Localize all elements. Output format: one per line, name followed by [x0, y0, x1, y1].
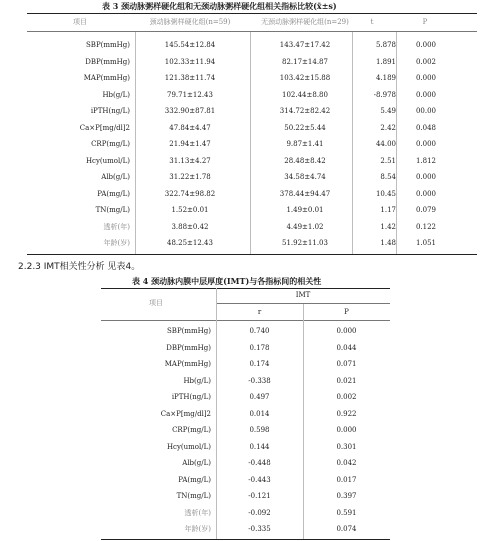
table4-cell-item: Hcy(umol/L) — [166, 442, 211, 451]
table3-cell-t: 4.189 — [375, 74, 396, 82]
table3-cell-t: 2.51 — [380, 156, 396, 165]
table4-col-divider — [303, 304, 304, 539]
table4-cell-item: 透析(年) — [184, 508, 211, 517]
table4-cell-r: -0.443 — [248, 475, 271, 484]
table4-cell-r: -0.448 — [248, 459, 271, 467]
table3-cell-item: 透析(年) — [103, 222, 130, 231]
table4-cell-p: 0.591 — [336, 508, 357, 517]
table3-cell-item: 年龄(岁) — [103, 239, 130, 247]
table3-row — [0, 104, 484, 118]
table4-cell-r: 0.497 — [249, 393, 270, 401]
table4-cell-item: TN(mg/L) — [176, 492, 211, 500]
table3-header-rule — [27, 31, 477, 32]
table3-cell-g1: 332.90±87.81 — [164, 107, 216, 115]
table3-cell-p: 0.000 — [415, 74, 437, 82]
table3-col-divider — [352, 32, 353, 254]
table3-cell-item: PA(mg/L) — [97, 189, 130, 198]
table3-cell-p: 1.812 — [415, 156, 437, 165]
table3-row — [0, 88, 484, 102]
table3-cell-g1: 31.22±1.78 — [169, 173, 211, 181]
table4-cell-p: 0.000 — [336, 327, 357, 335]
table4-row — [0, 522, 484, 536]
table4-row — [0, 357, 484, 371]
table3-cell-g2: 143.47±17.42 — [279, 41, 331, 49]
table4-row — [0, 341, 484, 355]
table3-cell-g1: 121.38±11.74 — [164, 74, 216, 82]
table3-cell-p: 0.000 — [415, 189, 437, 198]
table4-cell-r: -0.121 — [248, 492, 271, 500]
table3-cell-item: DBP(mmHg) — [85, 57, 130, 66]
table3-cell-p: 0.000 — [415, 90, 437, 99]
table4-cell-item: DBP(mmHg) — [166, 343, 211, 352]
table3-cell-g2: 103.42±15.88 — [279, 74, 331, 82]
table4-bottom-rule — [101, 539, 390, 540]
table3-cell-item: CRP(mg/L) — [91, 140, 130, 148]
table3-cell-t: 44.00 — [375, 140, 396, 148]
table3-cell-item: iPTH(ng/L) — [90, 107, 130, 115]
table3-cell-t: 8.54 — [380, 173, 396, 181]
table3-caption: 表 3 颈动脉粥样硬化组和无颈动脉粥样硬化组相关指标比较(x̄±s) — [102, 1, 337, 11]
table3-cell-g2: 34.58±4.74 — [284, 173, 326, 181]
table3-cell-g1: 145.54±12.84 — [164, 41, 216, 49]
table3-col-divider — [135, 32, 136, 254]
table3-cell-p: 0.000 — [415, 173, 437, 181]
table4-cell-p: 0.301 — [336, 442, 357, 451]
table3-header-t: t — [370, 18, 374, 26]
table3-cell-item: Hb(g/L) — [102, 90, 130, 99]
table4-row — [0, 374, 484, 388]
table3-cell-t: 5.49 — [380, 107, 396, 115]
table3-row — [0, 236, 484, 250]
table3-cell-item: MAP(mmHg) — [83, 74, 130, 82]
table3-row — [0, 137, 484, 151]
table3-row — [0, 187, 484, 201]
table3-header-row — [0, 15, 484, 29]
table4-row — [0, 390, 484, 404]
table4-cell-p: 0.044 — [336, 343, 357, 352]
table4-row — [0, 456, 484, 470]
table4-cell-item: SBP(mmHg) — [167, 327, 211, 335]
table3-header-group2: 无颈动脉粥样硬化组(n=29) — [261, 18, 349, 26]
table4-row — [0, 506, 484, 520]
table3-cell-t: 1.891 — [375, 57, 396, 66]
table4-cell-p: 0.071 — [336, 360, 357, 368]
table4-header-r: r — [257, 308, 262, 316]
table3-row — [0, 220, 484, 234]
table4-top-rule — [101, 288, 390, 289]
table4-row — [0, 423, 484, 437]
table3-cell-g1: 3.88±0.42 — [171, 222, 209, 231]
table3-cell-item: Alb(g/L) — [101, 173, 130, 181]
table3-cell-item: SBP(mmHg) — [86, 41, 130, 49]
table3-cell-g2: 1.49±0.01 — [286, 206, 324, 214]
table3-cell-g2: 378.44±94.47 — [279, 189, 331, 198]
table4-cell-p: 0.000 — [336, 426, 357, 434]
table3-row — [0, 170, 484, 184]
table4-cell-p: 0.922 — [336, 409, 357, 418]
table4-cell-p: 0.074 — [336, 525, 357, 533]
table3-row — [0, 71, 484, 85]
table3-cell-g1: 47.84±4.47 — [169, 123, 211, 132]
table3-cell-g2: 102.44±8.80 — [282, 90, 328, 99]
table4-cell-item: iPTH(ng/L) — [171, 393, 211, 401]
table4-row — [0, 324, 484, 338]
table3-row — [0, 203, 484, 217]
table3-cell-t: 1.42 — [380, 222, 396, 231]
table3-cell-g2: 9.87±1.41 — [286, 140, 324, 148]
table4-cell-item: Ca×P[mg/dl]2 — [160, 409, 211, 418]
table3-cell-t: 10.45 — [375, 189, 396, 198]
table4-header-rule — [101, 320, 390, 321]
table3-cell-p: 0.079 — [415, 206, 437, 214]
table3-cell-p: 0.122 — [415, 222, 437, 231]
table3-cell-g1: 322.74±98.82 — [164, 189, 216, 198]
table3-header-group1: 颈动脉粥样硬化组(n=59) — [149, 18, 231, 26]
table3-cell-g2: 28.48±8.42 — [284, 156, 326, 165]
table3-cell-p: 0.000 — [415, 140, 437, 148]
table4-cell-r: 0.014 — [249, 409, 270, 418]
table3-cell-t: 1.48 — [380, 239, 396, 247]
table4-col-divider — [216, 288, 217, 539]
table3-row — [0, 55, 484, 69]
table4-row — [0, 440, 484, 454]
table4-cell-p: 0.002 — [336, 393, 357, 401]
table3-cell-p: 1.051 — [415, 239, 437, 247]
table3-cell-item: Hcy(umol/L) — [85, 156, 130, 165]
table3-header-item: 项目 — [73, 18, 87, 26]
table4-cell-r: -0.338 — [248, 376, 271, 385]
table3-cell-g2: 51.92±11.03 — [282, 239, 328, 247]
table4-cell-r: 0.144 — [249, 442, 270, 451]
table4-header-p: P — [344, 308, 349, 316]
table4-cell-item: Hb(g/L) — [183, 376, 211, 385]
table3-row — [0, 154, 484, 168]
table4-cell-item: Alb(g/L) — [182, 459, 211, 467]
table3-cell-t: -8.978 — [373, 90, 396, 99]
table3-cell-g1: 21.94±1.47 — [169, 140, 211, 148]
table4-row — [0, 489, 484, 503]
table3-cell-p: 00.00 — [415, 107, 437, 115]
table3-top-rule — [27, 13, 477, 14]
table3-cell-g2: 314.72±82.42 — [279, 107, 331, 115]
table4-row — [0, 473, 484, 487]
table4-cell-item: MAP(mmHg) — [164, 360, 211, 368]
table3-cell-item: TN(mg/L) — [95, 206, 130, 214]
table4-header-item: 项目 — [149, 299, 163, 307]
table4-cell-r: 0.740 — [249, 327, 270, 335]
table3-cell-g1: 48.25±12.43 — [167, 239, 213, 247]
table3-cell-g1: 79.71±12.43 — [167, 90, 213, 99]
table3-cell-g1: 1.52±0.01 — [171, 206, 209, 214]
table3-cell-g1: 102.33±11.94 — [164, 57, 216, 66]
table3-cell-g2: 4.49±1.02 — [286, 222, 324, 231]
table4-cell-r: 0.178 — [249, 343, 270, 352]
table3-header-p: P — [422, 18, 428, 26]
table3-cell-t: 5.878 — [375, 41, 396, 49]
table3-cell-t: 1.17 — [380, 206, 396, 214]
table4-header-imt: IMT — [295, 291, 311, 299]
table4-cell-item: 年龄(岁) — [184, 525, 211, 533]
table4-cell-r: 0.174 — [249, 360, 270, 368]
table3-row — [0, 121, 484, 135]
table3-cell-g1: 31.13±4.27 — [169, 156, 211, 165]
table3-cell-p: 0.002 — [415, 57, 437, 66]
table4-caption: 表 4 颈动脉内膜中层厚度(IMT)与各指标间的相关性 — [132, 276, 322, 286]
section-heading: 2.2.3 IMT相关性分析 见表4。 — [18, 262, 141, 272]
table4-cell-item: CRP(mg/L) — [172, 426, 211, 434]
table4-cell-p: 0.021 — [336, 376, 357, 385]
table4-cell-p: 0.017 — [336, 475, 357, 484]
table3-col-divider — [250, 32, 251, 254]
table3-cell-g2: 50.22±5.44 — [284, 123, 326, 132]
table3-col-divider — [396, 32, 397, 254]
table4-cell-p: 0.042 — [336, 459, 357, 467]
table3-bottom-rule — [27, 254, 477, 255]
table3-cell-g2: 82.17±14.87 — [282, 57, 328, 66]
table4-row — [0, 407, 484, 421]
table3-cell-item: Ca×P[mg/dl]2 — [79, 123, 130, 132]
table4-cell-r: -0.335 — [248, 525, 271, 533]
table4-cell-r: -0.092 — [248, 508, 271, 517]
table4-cell-r: 0.598 — [249, 426, 270, 434]
table3-row — [0, 38, 484, 52]
table3-cell-p: 0.048 — [415, 123, 437, 132]
table3-cell-t: 2.42 — [380, 123, 396, 132]
table3-cell-p: 0.000 — [415, 41, 437, 49]
table4-cell-p: 0.397 — [336, 492, 357, 500]
table4-cell-item: PA(mg/L) — [178, 475, 211, 484]
